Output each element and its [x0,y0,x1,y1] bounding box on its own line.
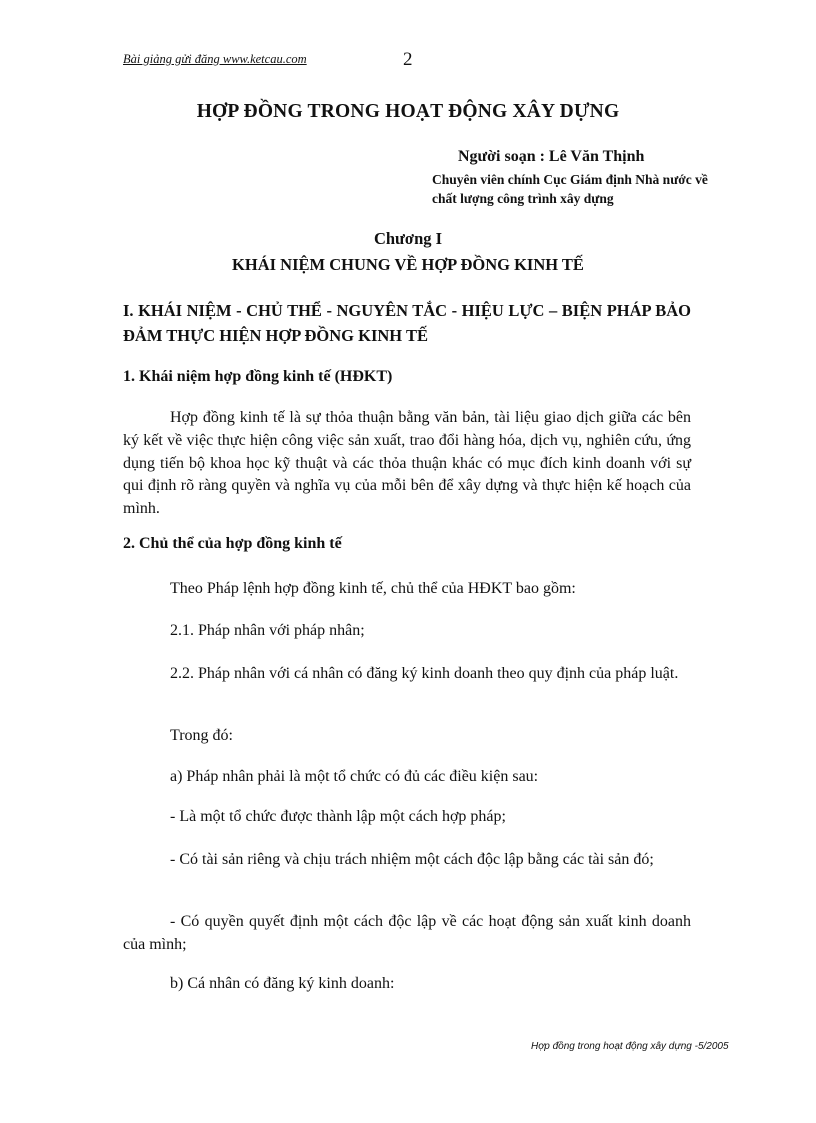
list-item-2-2: 2.2. Pháp nhân với cá nhân có đăng ký kinh doanh theo quy định của pháp luật. [170,665,679,682]
condition-3: - Có quyền quyết định một cách độc lập về các hoạt động sản xuất kinh doanh của mình; [123,913,691,953]
condition-2: - Có tài sản riêng và chịu trách nhiệm một cách độc lập bằng các tài sản đó; [170,851,654,868]
document-title: HỢP ĐỒNG TRONG HOẠT ĐỘNG XÂY DỰNG [196,101,620,122]
list-item-a: a) Pháp nhân phải là một tổ chức có đủ các điều kiện sau: [170,768,539,785]
list-item-b: b) Cá nhân có đăng ký kinh doanh: [170,975,395,992]
author-name: Người soạn : Lê Văn Thịnh [458,148,645,165]
page-footer: Hợp đồng trong hoạt động xây dựng -5/2005 [531,1041,729,1052]
chapter-title: KHÁI NIỆM CHUNG VỀ HỢP ĐỒNG KINH TẾ [232,255,584,274]
condition-1: - Là một tổ chức được thành lập một cách hợp pháp; [170,808,506,825]
chapter-label: Chương I [373,229,443,248]
where-label: Trong đó: [170,727,233,744]
definition-paragraph: Hợp đồng kinh tế là sự thỏa thuận bằng văn bản, tài liệu giao dịch giữa các bên ký kết về việc thực hiện công việc sản xuất, trao đổi hàng hóa, dịch vụ, nghiên cứu, ứng dụng tiến bộ khoa học kỹ thuật và các thỏa thuận khác có mục đích kinh doanh với sự qui định rõ ràng quyền và nghĩa vụ của mỗi bên để xây dựng và thực hiện kế hoạch của mình. [123,409,691,518]
subsection-2-heading: 2. Chủ thể của hợp đồng kinh tế [123,535,342,552]
page-number: 2 [403,49,413,70]
subsection-1-heading: 1. Khái niệm hợp đồng kinh tế (HĐKT) [123,368,393,385]
section-heading: I. KHÁI NIỆM - CHỦ THỂ - NGUYÊN TẮC - HIỆU LỰC – BIỆN PHÁP BẢO ĐẢM THỰC HIỆN HỢP ĐỒNG KINH TẾ [123,301,691,345]
author-role: Chuyên viên chính Cục Giám định Nhà nước về chất lượng công trình xây dựng [432,172,708,206]
header-source: Bài giảng gửi đăng www.ketcau.com [123,52,307,66]
list-item-2-1: 2.1. Pháp nhân với pháp nhân; [170,622,365,639]
subjects-intro: Theo Pháp lệnh hợp đồng kinh tế, chủ thể của HĐKT bao gồm: [170,580,576,597]
